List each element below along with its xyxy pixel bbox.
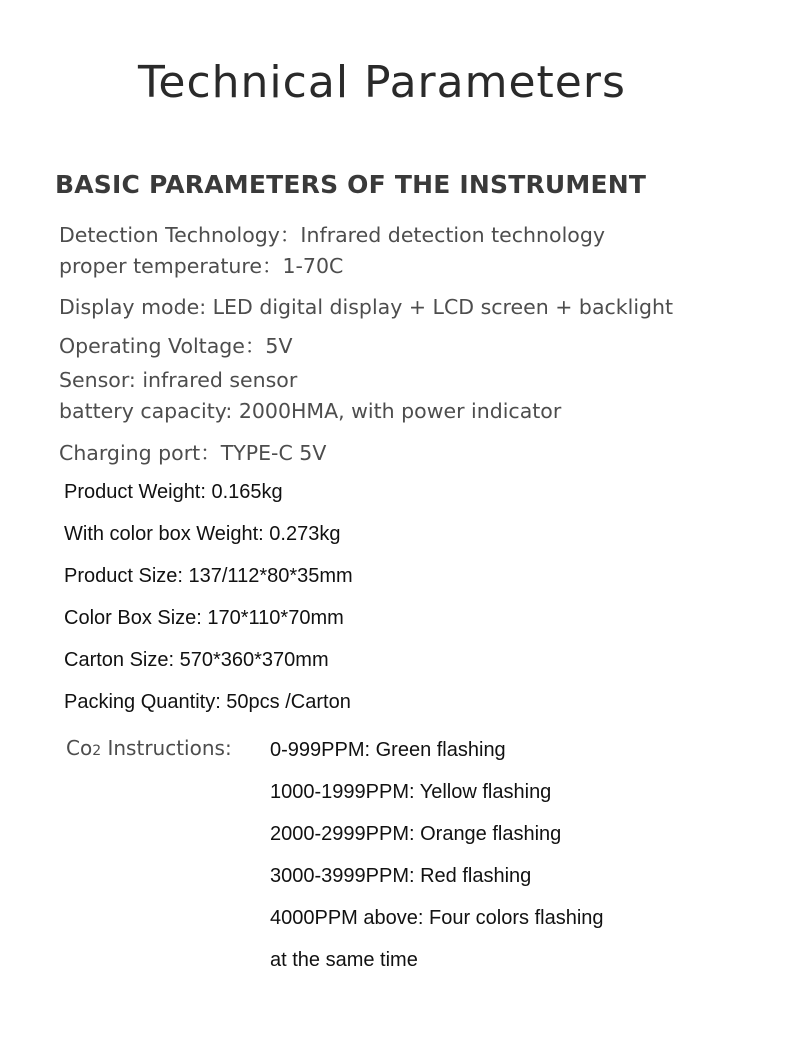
product-size-line: Product Size: 137/112*80*35mm <box>64 565 353 587</box>
sensor-line: Sensor: infrared sensor <box>59 368 298 392</box>
co2-label-main: Co <box>66 736 93 760</box>
color-box-weight-line: With color box Weight: 0.273kg <box>64 523 341 545</box>
packing-quantity-line: Packing Quantity: 50pcs /Carton <box>64 691 351 713</box>
co2-level-yellow: 1000-1999PPM: Yellow flashing <box>270 781 552 803</box>
co2-level-four-colors-cont: at the same time <box>270 949 418 971</box>
page-title: Technical Parameters <box>138 57 626 108</box>
co2-level-orange: 2000-2999PPM: Orange flashing <box>270 823 562 845</box>
battery-capacity-line: battery capacity: 2000HMA, with power indicator <box>59 399 562 423</box>
carton-size-line: Carton Size: 570*360*370mm <box>64 649 329 671</box>
co2-level-red: 3000-3999PPM: Red flashing <box>270 865 532 887</box>
co2-level-four-colors: 4000PPM above: Four colors flashing <box>270 907 604 929</box>
section-heading: BASIC PARAMETERS OF THE INSTRUMENT <box>55 170 647 199</box>
co2-level-green: 0-999PPM: Green flashing <box>270 739 506 761</box>
display-mode-line: Display mode: LED digital display + LCD screen + backlight <box>59 295 674 319</box>
proper-temperature-line: proper temperature：1-70C <box>59 254 344 278</box>
charging-port-line: Charging port：TYPE-C 5V <box>59 441 327 465</box>
co2-instructions-label <box>66 734 232 765</box>
detection-technology-line: Detection Technology：Infrared detection technology <box>59 223 605 247</box>
co2-label-rest: Instructions: <box>101 736 232 760</box>
product-weight-line: Product Weight: 0.165kg <box>64 481 283 503</box>
co2-label-subscript: 2 <box>92 743 102 759</box>
color-box-size-line: Color Box Size: 170*110*70mm <box>64 607 344 629</box>
operating-voltage-line: Operating Voltage：5V <box>59 334 293 358</box>
